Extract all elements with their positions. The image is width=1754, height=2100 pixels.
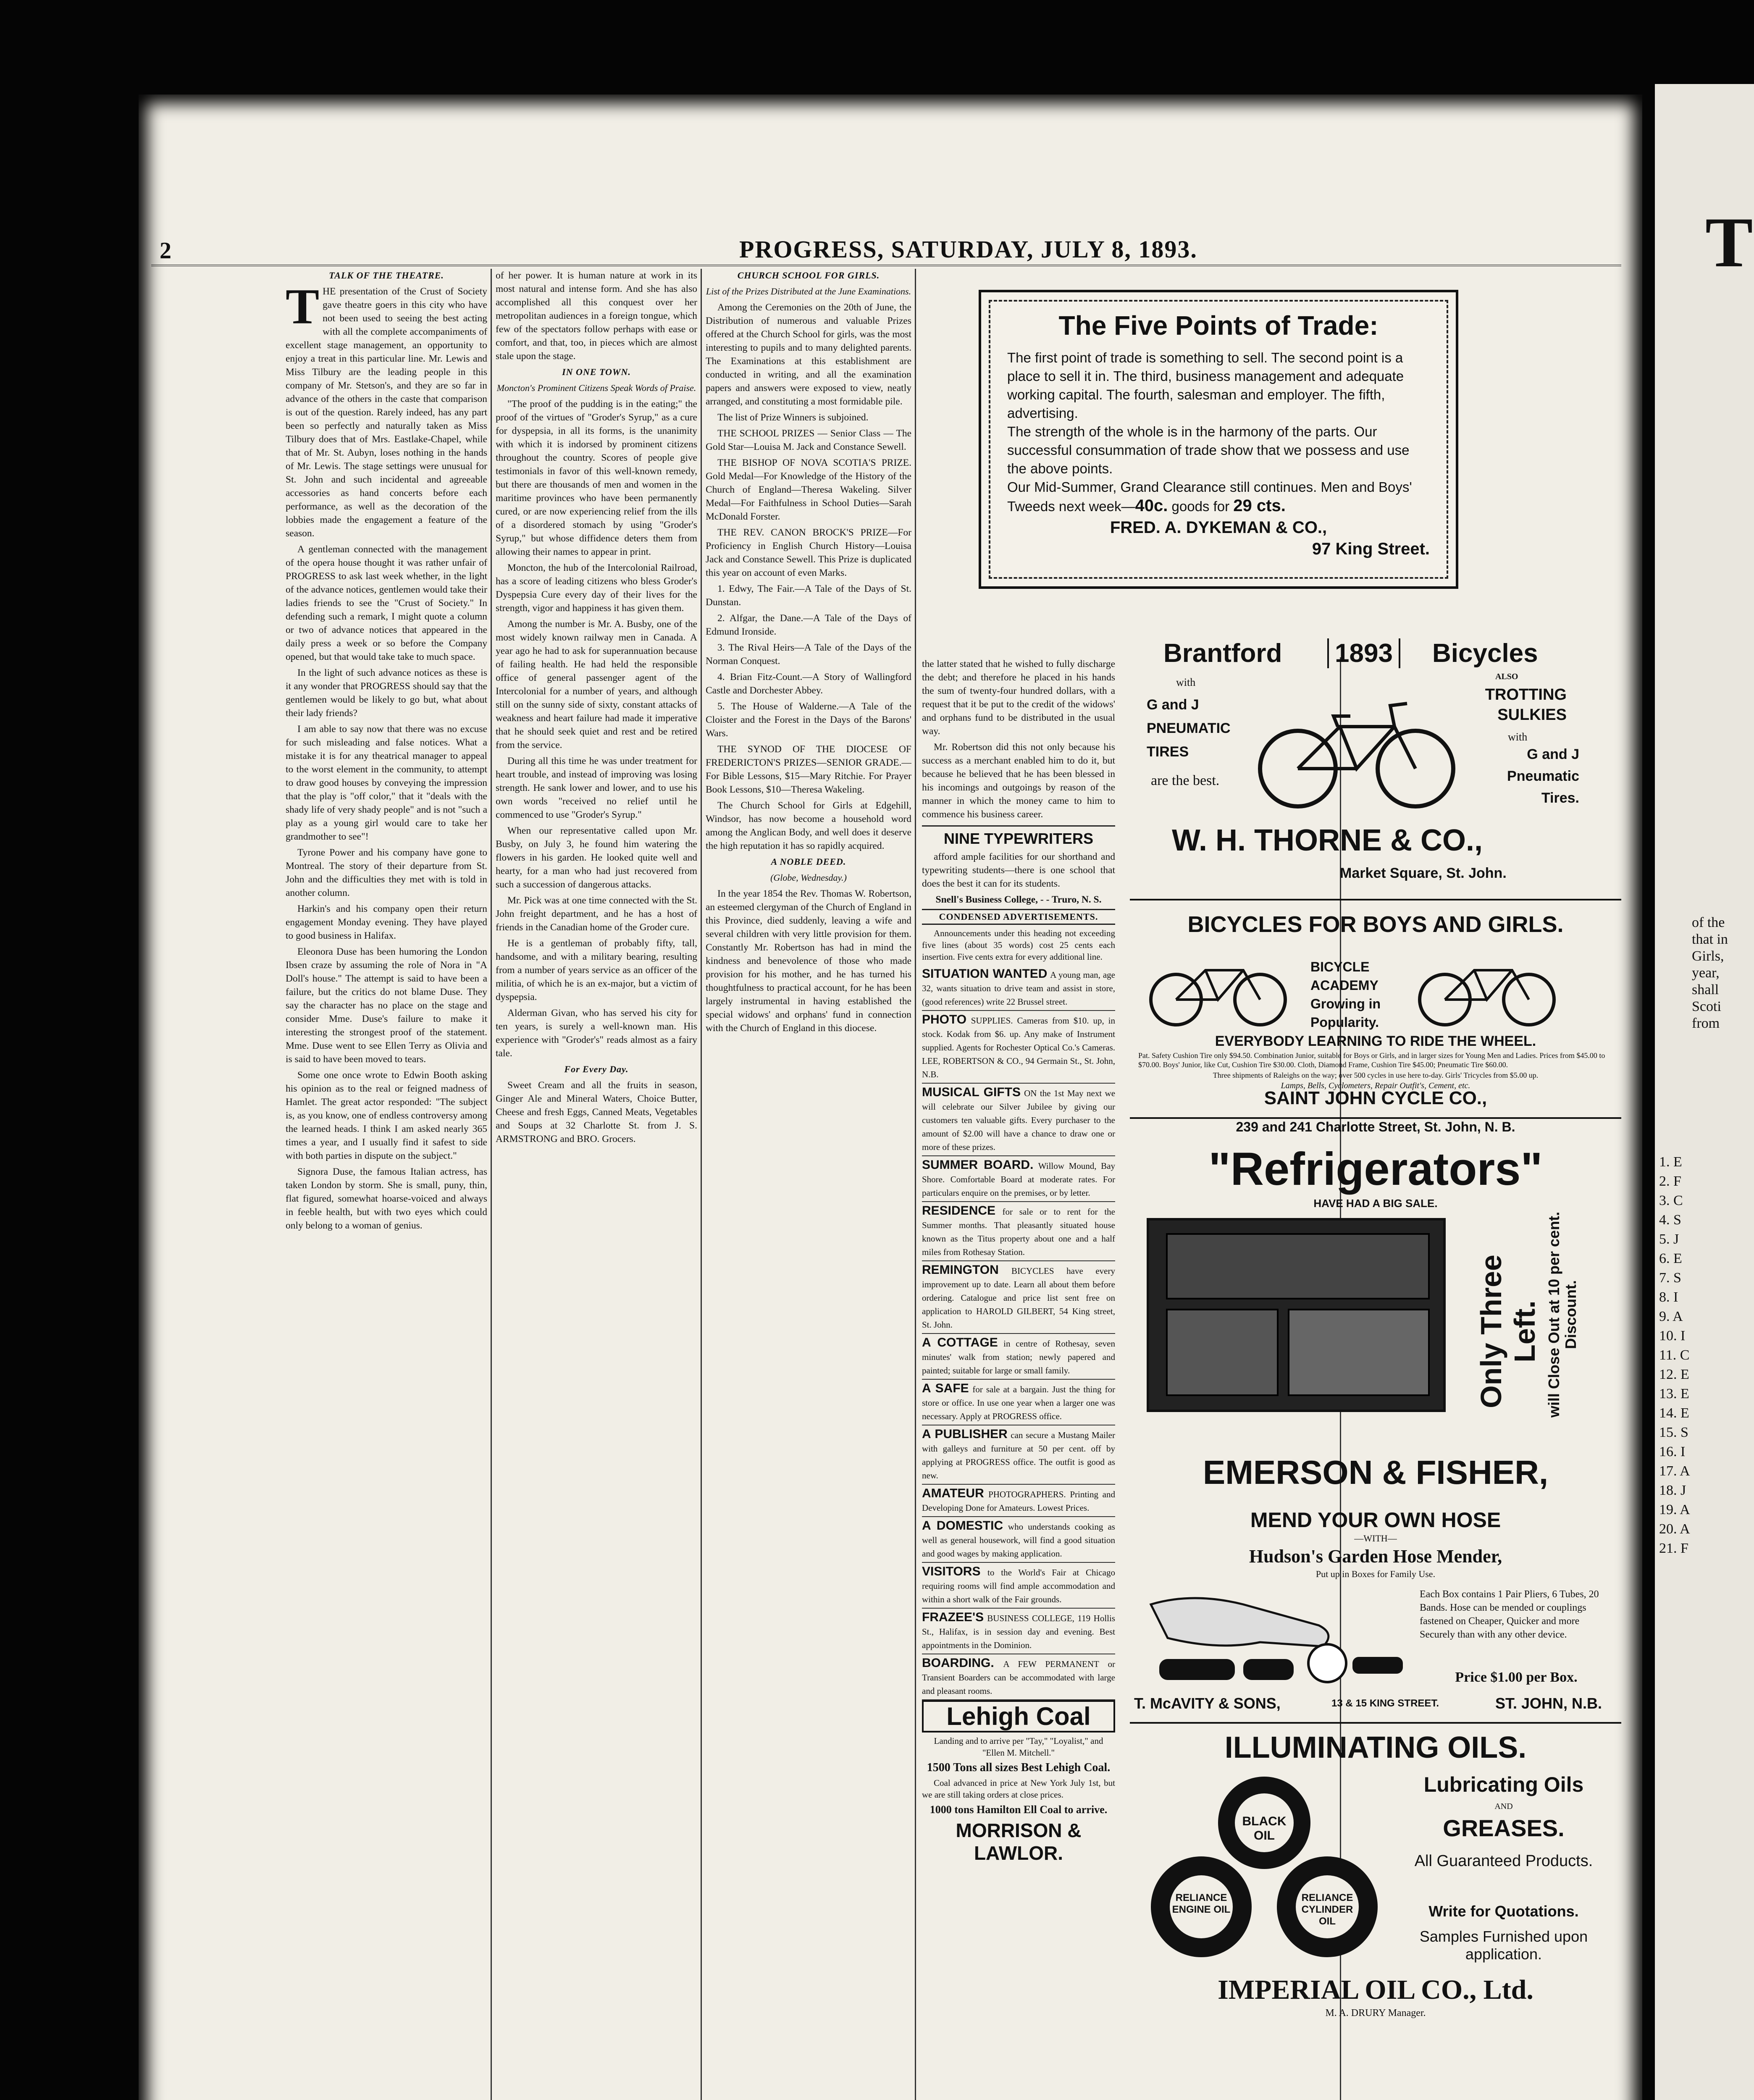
drop-cap: T xyxy=(286,278,320,334)
ad-city: ST. JOHN, N.B. xyxy=(1495,1695,1602,1712)
bicycle-illustration xyxy=(1415,945,1558,1029)
list-item: 4. Brian Fitz-Count.—A Story of Wallingford Castle and Dorchester Abbey. xyxy=(706,672,911,696)
condensed-ad-heading: REMINGTON xyxy=(922,1263,999,1277)
adjacent-text-line: Girls, xyxy=(1692,948,1724,964)
condensed-ad xyxy=(922,1485,1115,1517)
adjacent-text-line: of the xyxy=(1692,915,1725,930)
condensed-ads-list xyxy=(922,965,1115,1700)
five-points-ad xyxy=(979,290,1458,589)
condensed-ad-body: who understands cooking as well as general housework, will find a good situation and good wages by making application. xyxy=(922,1522,1115,1559)
list-item: 3. The Rival Heirs—A Tale of the Days of the Norman Conquest. xyxy=(706,642,911,667)
condensed-ad-body: SUPPLIES. Cameras from $10. up, in stock. Kodak from $6. up. Any make of Instrument supplied. Agents for Rochester Optical Co.'s Cameras. LEE, ROBERTSON & CO., 94 Germain St., St. John, N.B. xyxy=(922,1016,1115,1079)
condensed-ad-body: in centre of Rothesay, seven minutes' walk from station; newly papered and painted; suitable for large or small family. xyxy=(922,1339,1115,1376)
page-header xyxy=(151,235,1621,266)
article-paragraph: "The proof of the pudding is in the eating;" the proof of the virtues of "Groder's Syrup," as a cure for dyspepsia, in all its forms, is the unanimity with which it is indorsed by prominent citizens throughout the country. Scores of people give testimonials in favor of this well-known remedy, but there are thousands of men and women in the maritime provinces who have been permanently cured, or are now experiencing relief from the ills of a disordered stomach by using "Groder's Syrup," but whose diffidence deters them from allowing their names to appear in print. xyxy=(496,399,697,557)
adjacent-number-item: 12. E xyxy=(1659,1367,1689,1382)
ad-text: G and J Pneumatic Tires. xyxy=(1507,746,1579,806)
column-rule xyxy=(491,269,492,2100)
column-rule xyxy=(701,269,702,2100)
ad-text: with xyxy=(1508,731,1528,743)
article-paragraph: THE SCHOOL PRIZES — Senior Class — The Gold Star—Louisa M. Jack and Constance Sewell. xyxy=(706,428,911,452)
ad-text: ALSO xyxy=(1495,672,1518,681)
adjacent-number-item: 2. F xyxy=(1659,1173,1681,1189)
condensed-ad-body: can secure a Mustang Mailer with galleys and furniture at 50 per cent. off by applying at PROGRESS office. The outfit is good as new. xyxy=(922,1430,1115,1480)
article-paragraph: Among the number is Mr. A. Busby, one of the most widely known railway men in Canada. A year ago he had to ask for superannuation because of failing health. He had held the responsible office of general passenger agent of the Intercolonial for a number of years, and although still on the sunny side of sixty, constant attacks of weakness and heart failure had made it imperative that he should seek quiet and rest and be retired from the service. xyxy=(496,619,697,751)
article-paragraph: Among the Ceremonies on the 20th of June, the Distribution of numerous and valuable Prizes offered at the Church School for girls, was the most interesting to pupils and to many delighted parents. The Examinations at this establishment are conducted in writing, and all the examination papers and answers were exposed to view, neatly arranged, and constituting a most formidable pile. xyxy=(706,302,911,407)
condensed-ad-heading: PHOTO xyxy=(922,1013,967,1026)
condensed-ad-heading: RESIDENCE xyxy=(922,1204,996,1218)
article-heading: CHURCH SCHOOL FOR GIRLS. xyxy=(737,270,880,281)
article-paragraph: The list of Prize Winners is subjoined. xyxy=(717,412,869,423)
article-paragraph: He is a gentleman of probably fifty, tall, handsome, and with a military bearing, resulting from a number of years service as an officer of the militia, of which he is an ex-major, but a victim of dyspepsia. xyxy=(496,938,697,1003)
ad-paragraph: afford ample facilities for our shorthand and typewriting students—there is one school that does the best it can for its students. xyxy=(922,851,1115,889)
adjacent-number-item: 20. A xyxy=(1659,1521,1690,1537)
ad-signature: FRED. A. DYKEMAN & CO., xyxy=(1110,518,1327,537)
condensed-ads-heading: CONDENSED ADVERTISEMENTS. xyxy=(922,909,1115,925)
column-rule xyxy=(915,269,916,2100)
adjacent-number-item: 1. E xyxy=(1659,1154,1682,1170)
ad-text: EVERYBODY LEARNING TO RIDE THE WHEEL. xyxy=(1215,1033,1536,1049)
condensed-ad-body: for sale at a bargain. Just the thing for store or office. In use one year when a larger one was necessary. Apply at PROGRESS office. xyxy=(922,1384,1115,1421)
imperial-oil-ad xyxy=(1130,1726,1621,2062)
ad-address: Market Square, St. John. xyxy=(1340,865,1507,881)
oil-seal-illustration xyxy=(1147,1772,1382,1966)
article-subheading: Moncton's Prominent Citizens Speak Words of Praise. xyxy=(496,383,696,393)
ad-signature: Snell's Business College, - - Truro, N. S. xyxy=(935,894,1102,905)
condensed-ad-body: BUSINESS COLLEGE, 119 Hollis St., Halifax, is in session day and evening. Best appointments in the Dominion. xyxy=(922,1613,1115,1650)
condensed-ad-heading: BOARDING. xyxy=(922,1656,994,1670)
article-paragraph: THE BISHOP OF NOVA SCOTIA'S PRIZE. Gold Medal—For Knowledge of the History of the Church of England—Theresa Wakeling. Silver Medal—For Faithfulness in School Duties—Sarah McDonald Forster. xyxy=(706,457,911,522)
article-paragraph: THE presentation of the Crust of Society gave theatre goers in this city who have not been used to seeing the best acting with all the complete accompaniments of excellent stage management, an opportunity to enjoy a treat in this particular line. Mr. Lewis and Miss Tilbury are the leading people in this company of Mr. Stetson's, and they are so far in advance of the others in the caste that comparison is out of the question. Rarely indeed, has any part been so perfectly and naturally taken as Miss Tilbury does that of Mrs. Eastlake-Chapel, while that of Mr. St. Aubyn, loses nothing in the hands of Mr. Lewis. The stage settings were unusual for St. John and such incidental and agreeable accessories as hand concerts before each performance, as well as the decoration of the lobbies made the engagement a feature of the season. xyxy=(286,278,487,539)
article-paragraph: of her power. It is human nature at work in its most natural and intense form. And she has also accomplished all this conquest over her metropolitan audiences in a foreign tongue, which few of the spectators follow perhaps with ease or comfort, and that, too, in pieces which are almost stale upon the stage. xyxy=(496,270,697,362)
page-number: 2 xyxy=(160,238,171,264)
ad-company: T. McAVITY & SONS, xyxy=(1134,1695,1281,1712)
hand-hose-illustration xyxy=(1142,1588,1411,1684)
article-paragraph: Alderman Givan, who has served his city for ten years, is surely a well-known man. His experience with "Groder's" reads almost as a fairy tale. xyxy=(496,1008,697,1059)
article-paragraph: The Church School for Girls at Edgehill, Windsor, has now become a household word among the Anglican Body, and well does it deserve the high reputation it has so rapidly acquired. xyxy=(706,800,911,851)
ad-text: TROTTING SULKIES xyxy=(1485,686,1567,724)
article-paragraph: Moncton, the hub of the Intercolonial Railroad, has a score of leading citizens who bless Groder's Dyspepsia Cure every day of their lives for the strength, vigor and happiness it has given them. xyxy=(496,562,697,614)
condensed-ad-body: A FEW PERMANENT or Transient Boarders can be accommodated with large and pleasant rooms. xyxy=(922,1659,1115,1696)
condensed-ad xyxy=(922,1156,1115,1202)
ad-title: "Refrigerators" xyxy=(1208,1143,1543,1195)
adjacent-number-item: 7. S xyxy=(1659,1270,1681,1286)
ad-company: SAINT JOHN CYCLE CO., xyxy=(1264,1088,1487,1108)
condensed-ad-body: A young man, age 32, wants situation to drive team and assist in store, (good references) write 22 Brussel street. xyxy=(922,970,1115,1007)
adjacent-text-line: shall xyxy=(1692,982,1719,998)
adjacent-number-item: 16. I xyxy=(1659,1444,1686,1460)
condensed-ad xyxy=(922,1084,1115,1156)
condensed-ad-heading: MUSICAL GIFTS xyxy=(922,1085,1021,1099)
bicycle-illustration xyxy=(1147,945,1289,1029)
condensed-ad-body: PHOTOGRAPHERS. Printing and Developing Done for Amateurs. Lowest Prices. xyxy=(922,1489,1115,1513)
adjacent-number-item: 21. F xyxy=(1659,1541,1688,1556)
condensed-ad-heading: SUMMER BOARD. xyxy=(922,1158,1034,1172)
article-paragraph: When our representative called upon Mr. Busby, on July 3, he found him watering the flowers in his garden. He looked quite well and hearty, for a man who had just recovered from such a succession of dangerous attacks. xyxy=(496,825,697,890)
bicycle-illustration xyxy=(1256,693,1457,811)
ad-paragraph: Landing and to arrive per "Tay," "Loyalist," and "Ellen M. Mitchell." xyxy=(934,1736,1103,1758)
condensed-ad-body: for sale or to rent for the Summer months. That pleasantly situated house known as the Titus property about one and a half miles from Rothesay Station. xyxy=(922,1207,1115,1257)
ad-text: G and J PNEUMATIC TIRES xyxy=(1147,697,1231,760)
ad-text: All Guaranteed Products. xyxy=(1414,1852,1593,1870)
adjacent-number-item: 3. C xyxy=(1659,1193,1683,1208)
condensed-ad xyxy=(922,1517,1115,1563)
ad-subtitle: HAVE HAD A BIG SALE. xyxy=(1313,1197,1438,1210)
article-paragraph: I am able to say now that there was no excuse for such misleading and false notices. What a mistake it is for any theatrical manager to appeal to the worst element in the community, to attempt to draw good houses by conveying the impression that the play is "off color," that it "deals with the shady life of very shady people" and is not "such a play as a young girl would care to take her grandmother to see"! xyxy=(286,724,487,842)
adjacent-text-line: that in xyxy=(1692,932,1728,947)
seal-text: RELIANCE CYLINDER OIL xyxy=(1301,1892,1353,1927)
ad-company: IMPERIAL OIL CO., Ltd. xyxy=(1218,1974,1533,2005)
article-paragraph: A gentleman connected with the management of the opera house thought it was rather unfair of PROGRESS to ask last week whether, in the light of the advance notices, gentlemen would take their ladies friends to see the "Crust of Society." In defending such a remark, I might quote a column or two of advance notices that appeared in the daily press a week or so before the Company opened, but that would take take to much space. xyxy=(286,544,487,662)
article-subheading: (Globe, Wednesday.) xyxy=(770,872,847,883)
ad-text: Each Box contains 1 Pair Pliers, 6 Tubes, 20 Bands. Hose can be mended or couplings fastened on Cheaper, Quicker and more Securely than with any other device. xyxy=(1420,1589,1599,1640)
list-item: 2. Alfgar, the Dane.—A Tale of the Days of Edmund Ironside. xyxy=(706,613,911,637)
ad-title: BICYCLES FOR BOYS AND GIRLS. xyxy=(1187,912,1564,937)
ad-text: Samples Furnished upon application. xyxy=(1419,1928,1588,1963)
article-subheading: List of the Prizes Distributed at the June Examinations. xyxy=(706,286,911,297)
article-paragraph: the latter stated that he wished to fully discharge the debt; and therefore he placed in his hands the sum of twenty-four hundred dollars, with a request that it be put to the credit of the widows' and orphans fund to be distributed in the usual way. xyxy=(922,659,1115,737)
article-heading: A NOBLE DEED. xyxy=(771,856,846,867)
ad-price: Price $1.00 per Box. xyxy=(1455,1670,1578,1685)
lehigh-coal-heading: Lehigh Coal xyxy=(922,1700,1115,1732)
article-paragraph: THE REV. CANON BROCK'S PRIZE—For Proficiency in English Church History—Louisa Jack and Constance Sewell. This Prize is duplicated this year on account of even Marks. xyxy=(706,527,911,578)
ad-text: Put up in Boxes for Family Use. xyxy=(1316,1569,1436,1579)
article-paragraph: Mr. Robertson did this not only because his success as a merchant enabled him to do it, but because he believed that he has been blessed in his incomings and outgoings by reason of the manner in which the money came to him to commence his business career. xyxy=(922,742,1115,820)
ad-company: EMERSON & FISHER, xyxy=(1203,1454,1549,1491)
ad-address: 239 and 241 Charlotte Street, St. John, N. B. xyxy=(1236,1119,1515,1134)
typewriters-heading: NINE TYPEWRITERS xyxy=(922,825,1115,848)
hose-mender-ad xyxy=(1130,1504,1621,1724)
adjacent-page-letter: T xyxy=(1705,203,1753,282)
adjacent-text-line: Scoti xyxy=(1692,999,1721,1014)
list-item: 5. The House of Walderne.—A Tale of the Cloister and the Forest in the Days of the Barons' Wars. xyxy=(706,701,911,739)
column-church-school xyxy=(706,269,911,2100)
column-groder xyxy=(496,269,697,2100)
condensed-ad-body: BICYCLES have every improvement up to date. Learn all about them before ordering. Catalogue and price list sent free on application to HAROLD GILBERT, 54 King street, St. John. xyxy=(922,1266,1115,1330)
article-heading: TALK OF THE THEATRE. xyxy=(329,270,444,281)
refrigerator-illustration xyxy=(1147,1218,1446,1412)
adjacent-number-item: 17. A xyxy=(1659,1463,1690,1479)
ad-company: W. H. THORNE & CO., xyxy=(1172,824,1483,857)
condensed-ad xyxy=(922,1202,1115,1261)
ad-text: Lamps, Bells, Cyclometers, Repair Outfit's, Cement, etc. xyxy=(1281,1081,1470,1090)
condensed-ad-heading: FRAZEE'S xyxy=(922,1610,984,1624)
ad-address: 13 & 15 KING STREET. xyxy=(1331,1698,1439,1709)
ad-side-text: Only Three Left. xyxy=(1475,1255,1541,1408)
condensed-ad-heading: A COTTAGE xyxy=(922,1336,998,1349)
adjacent-page-strip xyxy=(1655,84,1754,2100)
ad-title: The Five Points of Trade: xyxy=(1058,310,1379,341)
adjacent-number-item: 15. S xyxy=(1659,1425,1688,1440)
adjacent-number-item: 13. E xyxy=(1659,1386,1689,1402)
ad-paragraph: The first point of trade is something to sell. The second point is a place to sell it in. The third, business management and adequate working capital. The fourth, salesman and employer. The fifth, advertising. xyxy=(1007,350,1404,421)
article-paragraph: In the light of such advance notices as these is it any wonder that PROGRESS should say that the gentlemen would be likely to go but, what about their lady friends? xyxy=(286,667,487,719)
ad-side-text: will Close Out at 10 per cent. Discount. xyxy=(1545,1211,1579,1418)
ad-text: BICYCLE ACADEMY Growing in Popularity. xyxy=(1310,959,1381,1030)
article-paragraph: Tyrone Power and his company have gone to Montreal. The story of their departure from St. John and the difficulties they met with is told in another column. xyxy=(286,847,487,898)
seal-text: BLACK OIL xyxy=(1242,1814,1287,1843)
condensed-ad xyxy=(922,1261,1115,1334)
condensed-ad-body: ON the 1st May next we will celebrate our Silver Jubilee by giving our customers ten valuable gifts. Every purchaser to the amount of $2.00 will have a chance to draw one or more of these prizes. xyxy=(922,1088,1115,1152)
adjacent-number-item: 4. S xyxy=(1659,1212,1681,1228)
adjacent-number-item: 19. A xyxy=(1659,1502,1690,1517)
adjacent-number-item: 8. I xyxy=(1659,1289,1678,1305)
condensed-ad-heading: AMATEUR xyxy=(922,1486,984,1500)
condensed-ad xyxy=(922,1425,1115,1485)
ad-text: AND xyxy=(1494,1802,1513,1811)
condensed-ads-intro: Announcements under this heading not exceeding five lines (about 35 words) cost 25 cents each insertion. Five cents extra for every additional line. xyxy=(922,928,1115,962)
adjacent-text-line: year, xyxy=(1692,965,1720,981)
ad-paragraph: The strength of the whole is in the harmony of the parts. Our successful consummation of trade show that we possess and use the above points. xyxy=(1007,424,1410,476)
column-condensed-ads xyxy=(922,657,1115,2100)
condensed-ad xyxy=(922,1563,1115,1609)
article-heading: For Every Day. xyxy=(564,1064,629,1074)
article-paragraph: Sweet Cream and all the fruits in season, Ginger Ale and Mineral Waters, Choice Butter, Cheese and fresh Eggs, Canned Meats, Vegetables and Soups at 32 Charlotte St. from J. S. ARMSTRONG and BRO. Grocers. xyxy=(496,1080,697,1144)
condensed-ad xyxy=(922,1011,1115,1084)
article-heading: IN ONE TOWN. xyxy=(562,367,631,377)
ad-text: GREASES. xyxy=(1443,1815,1565,1841)
article-paragraph: Eleonora Duse has been humoring the London Ibsen craze by assuming the role of Nora in "A Doll's house." The attempt is said to have been a failure, but the critics do not blame Duse. They say the character has no place on the stage and consider Mme. Duse's failure to make it interesting the strongest proof of the statement. Mme. Duse went to see Ellen Terry as Olivia and is said to have been moved to tears. xyxy=(286,946,487,1065)
column-theatre xyxy=(286,269,487,2100)
adjacent-number-item: 5. J xyxy=(1659,1231,1679,1247)
condensed-ad xyxy=(922,1334,1115,1380)
adjacent-number-item: 9. A xyxy=(1659,1309,1683,1324)
ad-title-right: Bicycles xyxy=(1432,639,1538,668)
condensed-ad-body: to the World's Fair at Chicago requiring rooms will find ample accommodation and within a short walk of the Fair grounds. xyxy=(922,1567,1115,1604)
list-item: 1. Edwy, The Fair.—A Tale of the Days of St. Dunstan. xyxy=(706,583,911,608)
ad-text: Lubricating Oils xyxy=(1423,1773,1584,1796)
ad-manager: M. A. DRURY Manager. xyxy=(1325,2008,1426,2019)
article-paragraph: Signora Duse, the famous Italian actress, has taken London by storm. She is small, puny, thin, flat figured, somewhat hoarse-voiced and always in feeble health, but with two eyes which could only belong to a woman of genius. xyxy=(286,1166,487,1231)
ad-text: Pat. Safety Cushion Tire only $94.50. Combination Junior, suitable for Boys or Girls, and in larger sizes for Young Men and Ladies. Prices from $45.00 to $70.00. Boys' Junior, like Cut, Cushion Tire $30.00. Cloth, Diamond Frame, Cushion Tire $45.00; Pneumatic Tire $60.00. xyxy=(1138,1051,1605,1069)
condensed-ad xyxy=(922,1380,1115,1425)
adjacent-text-line: from xyxy=(1692,1016,1720,1031)
article-paragraph: Mr. Pick was at one time connected with the St. John freight department, and he has a host of friends in the Canadian home of the Groder cure. xyxy=(496,895,697,933)
ad-product: Hudson's Garden Hose Mender, xyxy=(1249,1546,1502,1567)
article-paragraph: During all this time he was under treatment for heart trouble, and instead of improving was losing strength. He sank lower and lower, and to use his own words "received no relief until he commenced to use "Groder's Syrup." xyxy=(496,756,697,820)
condensed-ad-body: Willow Mound, Bay Shore. Comfortable Board at moderate rates. For particulars enquire on the premises, or by letter. xyxy=(922,1161,1115,1198)
condensed-ad-heading: A PUBLISHER xyxy=(922,1427,1008,1441)
masthead-title: PROGRESS, SATURDAY, JULY 8, 1893. xyxy=(739,236,1197,263)
ad-title: ILLUMINATING OILS. xyxy=(1224,1731,1527,1764)
refrigerators-ad xyxy=(1130,1138,1621,1499)
ad-text: Write for Quotations. xyxy=(1428,1903,1579,1920)
adjacent-number-item: 6. E xyxy=(1659,1251,1682,1266)
condensed-ad xyxy=(922,965,1115,1011)
ad-paragraph: Coal advanced in price at New York July 1st, but we are still taking orders at close prices. xyxy=(922,1778,1115,1800)
condensed-ad xyxy=(922,1654,1115,1700)
adjacent-number-item: 11. C xyxy=(1659,1347,1690,1363)
article-paragraph: Some one once wrote to Edwin Booth asking his opinion as to the real or feigned madness of Hamlet. The great actor responded: "The subject is, as you know, one of endless controversy among the learned heads. I think I am asked nearly 365 times a year, and I usually find it safest to side with both parties in dispute on the subject." xyxy=(286,1070,487,1161)
article-paragraph: Harkin's and his company open their return engagement Monday evening. They have played to good business in Halifax. xyxy=(286,903,487,941)
adjacent-number-item: 14. E xyxy=(1659,1405,1689,1421)
condensed-ad-heading: A SAFE xyxy=(922,1381,969,1395)
adjacent-number-item: 18. J xyxy=(1659,1483,1686,1498)
condensed-ad-heading: SITUATION WANTED xyxy=(922,967,1048,981)
article-paragraph: In the year 1854 the Rev. Thomas W. Robertson, an esteemed clergyman of the Church of England in this Province, died suddenly, leaving a wife and several children with very little provision for them. Constantly Mr. Robertson has had in mind the kindness and benevolence of those who made provision for his mother, and he has turned his thoughtfulness to practical account, for he has been largely instrumental in having established the special widows' and orphans' fund in connection with the Church of England in this diocese. xyxy=(706,888,911,1034)
ad-text: are the best. xyxy=(1151,773,1220,788)
ad-address: 97 King Street. xyxy=(1312,540,1430,558)
ad-title: MEND YOUR OWN HOSE xyxy=(1250,1508,1501,1532)
ad-title-year: 1893 xyxy=(1327,638,1400,668)
ad-title-left: Brantford xyxy=(1163,639,1282,668)
ad-paragraph: Our Mid-Summer, Grand Clearance still continues. Men and Boys' Tweeds next week—40c. goods for 29 cts. xyxy=(1007,479,1412,515)
condensed-ad-heading: VISITORS xyxy=(922,1564,981,1578)
brantford-bicycles-ad xyxy=(1130,630,1621,900)
ad-paragraph: 1500 Tons all sizes Best Lehigh Coal. xyxy=(927,1761,1111,1774)
ad-paragraph: 1000 tons Hamilton Ell Coal to arrive. xyxy=(930,1803,1108,1816)
condensed-ad xyxy=(922,1609,1115,1654)
ad-text: Three shipments of Raleighs on the way; over 500 cycles in use here to-day. Girls' Tricycles from $5.00 up. xyxy=(1213,1071,1539,1079)
saint-john-cycle-ad xyxy=(1130,907,1621,1119)
article-paragraph: THE SYNOD OF THE DIOCESE OF FREDERICTON'S PRIZES—SENIOR GRADE.—For Bible Lessons, $15—Mary Ritchie. For Prayer Book Lessons, $10—Theresa Wakeling. xyxy=(706,744,911,795)
ad-signature: MORRISON & LAWLOR. xyxy=(956,1819,1082,1864)
ad-text: with xyxy=(1176,676,1196,688)
adjacent-number-item: 10. I xyxy=(1659,1328,1686,1344)
ad-text: —WITH— xyxy=(1354,1533,1397,1544)
seal-text: RELIANCE ENGINE OIL xyxy=(1172,1892,1231,1915)
condensed-ad-heading: A DOMESTIC xyxy=(922,1519,1003,1533)
